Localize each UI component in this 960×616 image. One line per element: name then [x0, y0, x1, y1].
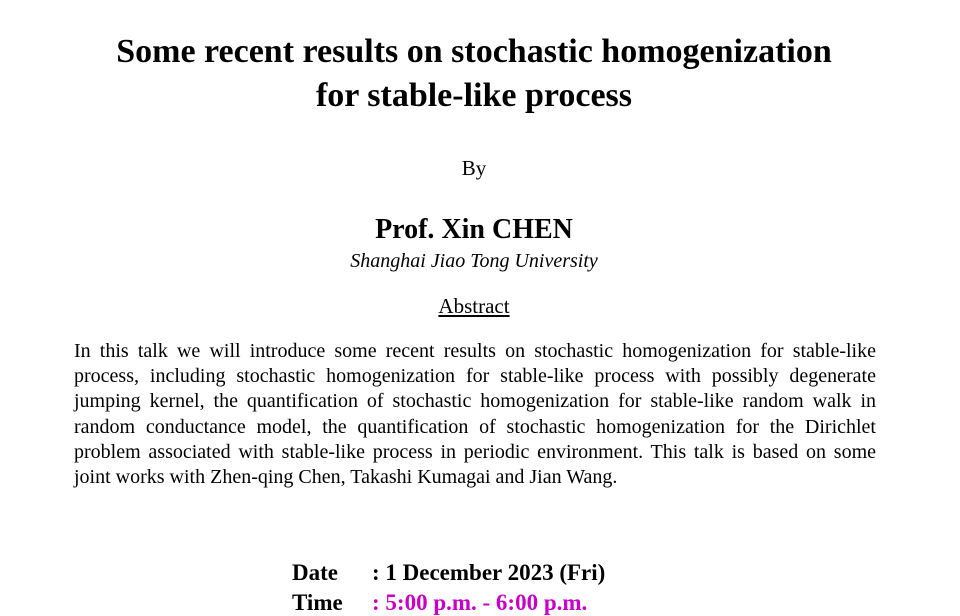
- speaker-name: Prof. Xin CHEN: [375, 214, 573, 245]
- talk-title: [0, 30, 948, 118]
- time-label: Time: [292, 590, 343, 615]
- time-row: [292, 590, 587, 616]
- talk-title-line-1: Some recent results on stochastic homogenization: [116, 33, 832, 70]
- date-row: [292, 560, 605, 586]
- abstract-body: In this talk we will introduce some recent results on stochastic homogenization for stable-like process, including stochastic homogenization for stable-like process with possibly degenerate jumping kernel, the quantification of stochastic homogenization for stable-like random walk in random conductance model, the quantification of stochastic homogenization for the Dirichlet problem associated with stable-like process in periodic environment. This talk is based on some joint works with Zhen-qing Chen, Takashi Kumagai and Jian Wang.: [74, 340, 876, 489]
- abstract-heading: Abstract: [438, 294, 510, 318]
- speaker-affiliation: Shanghai Jiao Tong University: [350, 250, 598, 272]
- date-label: Date: [292, 560, 338, 585]
- by-label: By: [461, 156, 487, 180]
- talk-title-line-2: for stable-like process: [315, 77, 633, 114]
- date-value: : 1 December 2023 (Fri): [372, 560, 606, 585]
- time-value: : 5:00 p.m. - 6:00 p.m.: [372, 590, 588, 615]
